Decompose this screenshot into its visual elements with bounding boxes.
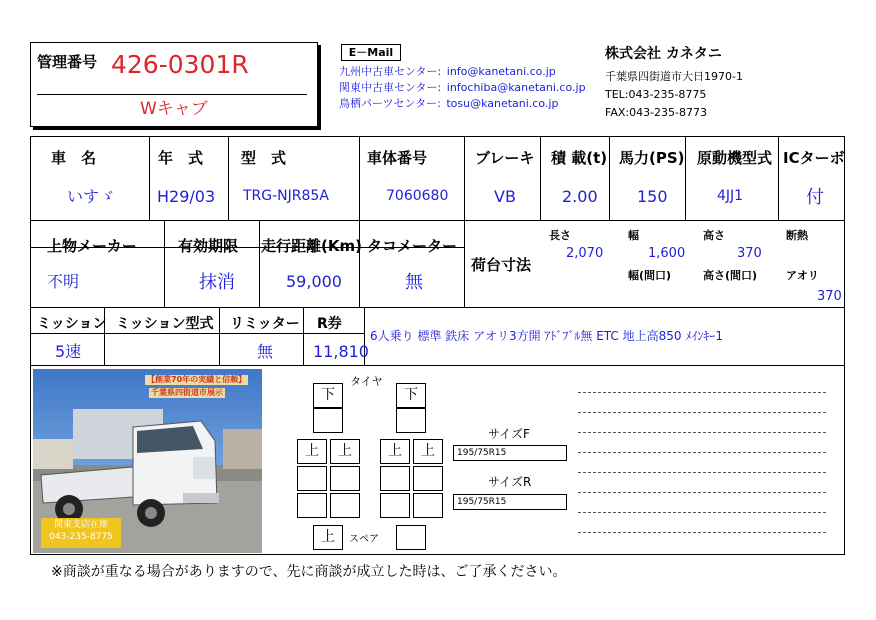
footer-note: ※商談が重なる場合がありますので、先に商談が成立した時は、ご了承ください。 — [51, 564, 567, 580]
tire-title: タイヤ — [350, 375, 383, 388]
email-row — [339, 98, 586, 114]
email-row — [339, 66, 586, 82]
email-center: 鳥栖パーツセンター: — [339, 97, 441, 110]
tire-extra-1 — [297, 493, 327, 518]
value-body-maker: 不明 — [47, 272, 80, 291]
management-box — [30, 42, 318, 127]
value-engine-model: 4JJ1 — [717, 188, 744, 204]
frame-bottom — [30, 554, 845, 555]
value-horsepower: 150 — [637, 187, 668, 206]
value-year: H29/03 — [157, 187, 216, 206]
header-year: 年 式 — [158, 149, 204, 167]
branch-name: 関東支店在庫 — [53, 520, 108, 530]
header-model: 型 式 — [241, 149, 287, 167]
value-expiry: 抹消 — [199, 272, 235, 293]
company-name: 株式会社 カネタニ — [605, 46, 722, 62]
header-chassis-number: 車体番号 — [367, 149, 428, 167]
header-horsepower: 馬力(PS) — [619, 149, 685, 167]
header-brake: ブレーキ — [475, 149, 535, 167]
note-line — [578, 432, 826, 433]
spare-label: スペア — [349, 534, 379, 545]
truck-photo — [33, 369, 262, 553]
tire-front-left: 下 — [313, 383, 343, 408]
note-line — [578, 392, 826, 393]
value-tachometer: 無 — [405, 272, 423, 293]
header-body-maker: 上物メーカー — [47, 237, 137, 255]
width-opening-label: 幅(間口) — [628, 269, 672, 282]
header-car-name: 車 名 — [51, 149, 97, 167]
tire-rear-left-outer-lower — [297, 466, 327, 491]
size-front-field: 195/75R15 — [453, 445, 567, 461]
width-value: 1,600 — [648, 246, 686, 261]
company-tel: TEL:043-235-8775 — [605, 88, 707, 101]
spec-table — [30, 136, 845, 366]
equipment-notes: 6人乗り 標準 鉄床 アオリ3方開 ｱﾄﾞﾌﾞﾙ無 ETC 地上高850 ﾒｲﾝｷｰ1 — [370, 329, 723, 343]
col-divider — [359, 137, 360, 220]
tire-spare-right — [396, 525, 426, 550]
tire-rear-right-outer: 上 — [413, 439, 443, 464]
header-r-ticket: R券 — [317, 316, 342, 332]
company-fax: FAX:043-235-8773 — [605, 106, 708, 119]
email-list — [339, 66, 586, 114]
cab-type: Wキャブ — [140, 99, 208, 119]
col-divider — [685, 137, 686, 220]
email-address[interactable]: tosu@kanetani.co.jp — [446, 97, 559, 110]
tire-extra-4 — [413, 493, 443, 518]
tailgate-value: 370 — [817, 289, 842, 304]
tailgate-label: アオリ — [786, 269, 819, 282]
frame-left — [30, 366, 31, 554]
tire-rear-left-outer: 上 — [297, 439, 327, 464]
tire-rear-left-inner-lower — [330, 466, 360, 491]
note-line — [578, 412, 826, 413]
company-address: 千葉県四街道市大日1970-1 — [605, 70, 743, 83]
header-expiry: 有効期限 — [178, 237, 239, 255]
cargo-dimensions-label: 荷台寸法 — [471, 256, 532, 274]
tire-front-right: 下 — [396, 383, 426, 408]
header-tachometer: タコメーター — [367, 237, 458, 255]
length-value: 2,070 — [566, 246, 604, 261]
tire-rear-right-inner-lower — [380, 466, 410, 491]
header-transmission: ミッション — [37, 316, 107, 332]
height-value: 370 — [737, 246, 762, 261]
email-center: 九州中古車センター: — [339, 65, 442, 78]
note-line — [578, 512, 826, 513]
insulation-label: 断熱 — [786, 229, 808, 242]
header-transmission-model: ミッション型式 — [116, 316, 214, 332]
frame-right — [844, 366, 845, 554]
header-mileage: 走行距離(Km) — [261, 237, 362, 255]
width-label: 幅 — [628, 229, 639, 242]
row-divider — [31, 333, 364, 334]
tire-front-right-lower — [396, 408, 426, 433]
value-brake: VB — [494, 187, 516, 206]
length-label: 長さ — [549, 229, 571, 242]
value-chassis-number: 7060680 — [386, 188, 449, 204]
row-divider — [31, 307, 844, 308]
branch-phone: 043-235-8775 — [49, 532, 113, 542]
management-label: 管理番号 — [37, 53, 98, 71]
value-model: TRG-NJR85A — [243, 188, 329, 204]
tire-extra-3 — [380, 493, 410, 518]
height-label: 高さ — [703, 229, 725, 242]
tire-rear-right-inner: 上 — [380, 439, 410, 464]
col-divider — [609, 137, 610, 220]
value-car-name: いすゞ — [67, 187, 116, 206]
row-divider — [31, 220, 844, 221]
divider — [37, 94, 307, 95]
col-divider — [540, 137, 541, 220]
value-ic-turbo: 付 — [806, 187, 824, 208]
email-title: E－Mail — [348, 46, 394, 59]
header-ic-turbo: ICターボ — [783, 149, 845, 167]
branch-badge — [41, 518, 121, 548]
tire-rear-right-outer-lower — [413, 466, 443, 491]
col-divider — [303, 307, 304, 366]
email-title-box — [341, 44, 401, 61]
col-divider — [464, 137, 465, 307]
company-block — [605, 47, 743, 125]
col-divider — [228, 137, 229, 220]
tire-extra-2 — [330, 493, 360, 518]
photo-banner-secondary: 千葉県四街道市展示 — [151, 388, 223, 397]
size-front-label: サイズF — [488, 427, 530, 441]
col-divider — [219, 307, 220, 366]
email-address[interactable]: info@kanetani.co.jp — [446, 65, 556, 78]
tire-rear-left-inner: 上 — [330, 439, 360, 464]
size-rear-label: サイズR — [488, 475, 532, 489]
value-load: 2.00 — [562, 187, 598, 206]
size-rear-field: 195/75R15 — [453, 494, 567, 510]
value-r-ticket: 11,810 — [313, 342, 369, 361]
email-address[interactable]: infochiba@kanetani.co.jp — [446, 81, 586, 94]
col-divider — [359, 220, 360, 307]
email-center: 関東中古車センター: — [339, 81, 442, 94]
value-limiter: 無 — [257, 342, 274, 361]
height-opening-label: 高さ(間口) — [703, 269, 758, 282]
note-line — [578, 472, 826, 473]
note-line — [578, 532, 826, 533]
email-row — [339, 82, 586, 98]
note-line — [578, 492, 826, 493]
header-load: 積 載(t) — [551, 149, 608, 167]
photo-banner-primary: 【創業70年の実績と信頼】 — [147, 375, 247, 384]
col-divider — [164, 220, 165, 307]
note-line — [578, 452, 826, 453]
col-divider — [778, 137, 779, 220]
tire-spare: 上 — [313, 525, 343, 550]
col-divider — [259, 220, 260, 307]
value-mileage: 59,000 — [286, 272, 342, 291]
management-number: 426-0301R — [111, 50, 249, 79]
header-engine-model: 原動機型式 — [697, 149, 773, 167]
value-transmission: 5速 — [55, 342, 82, 361]
col-divider — [149, 137, 150, 220]
tire-front-left-lower — [313, 408, 343, 433]
header-limiter: リミッター — [230, 316, 300, 332]
